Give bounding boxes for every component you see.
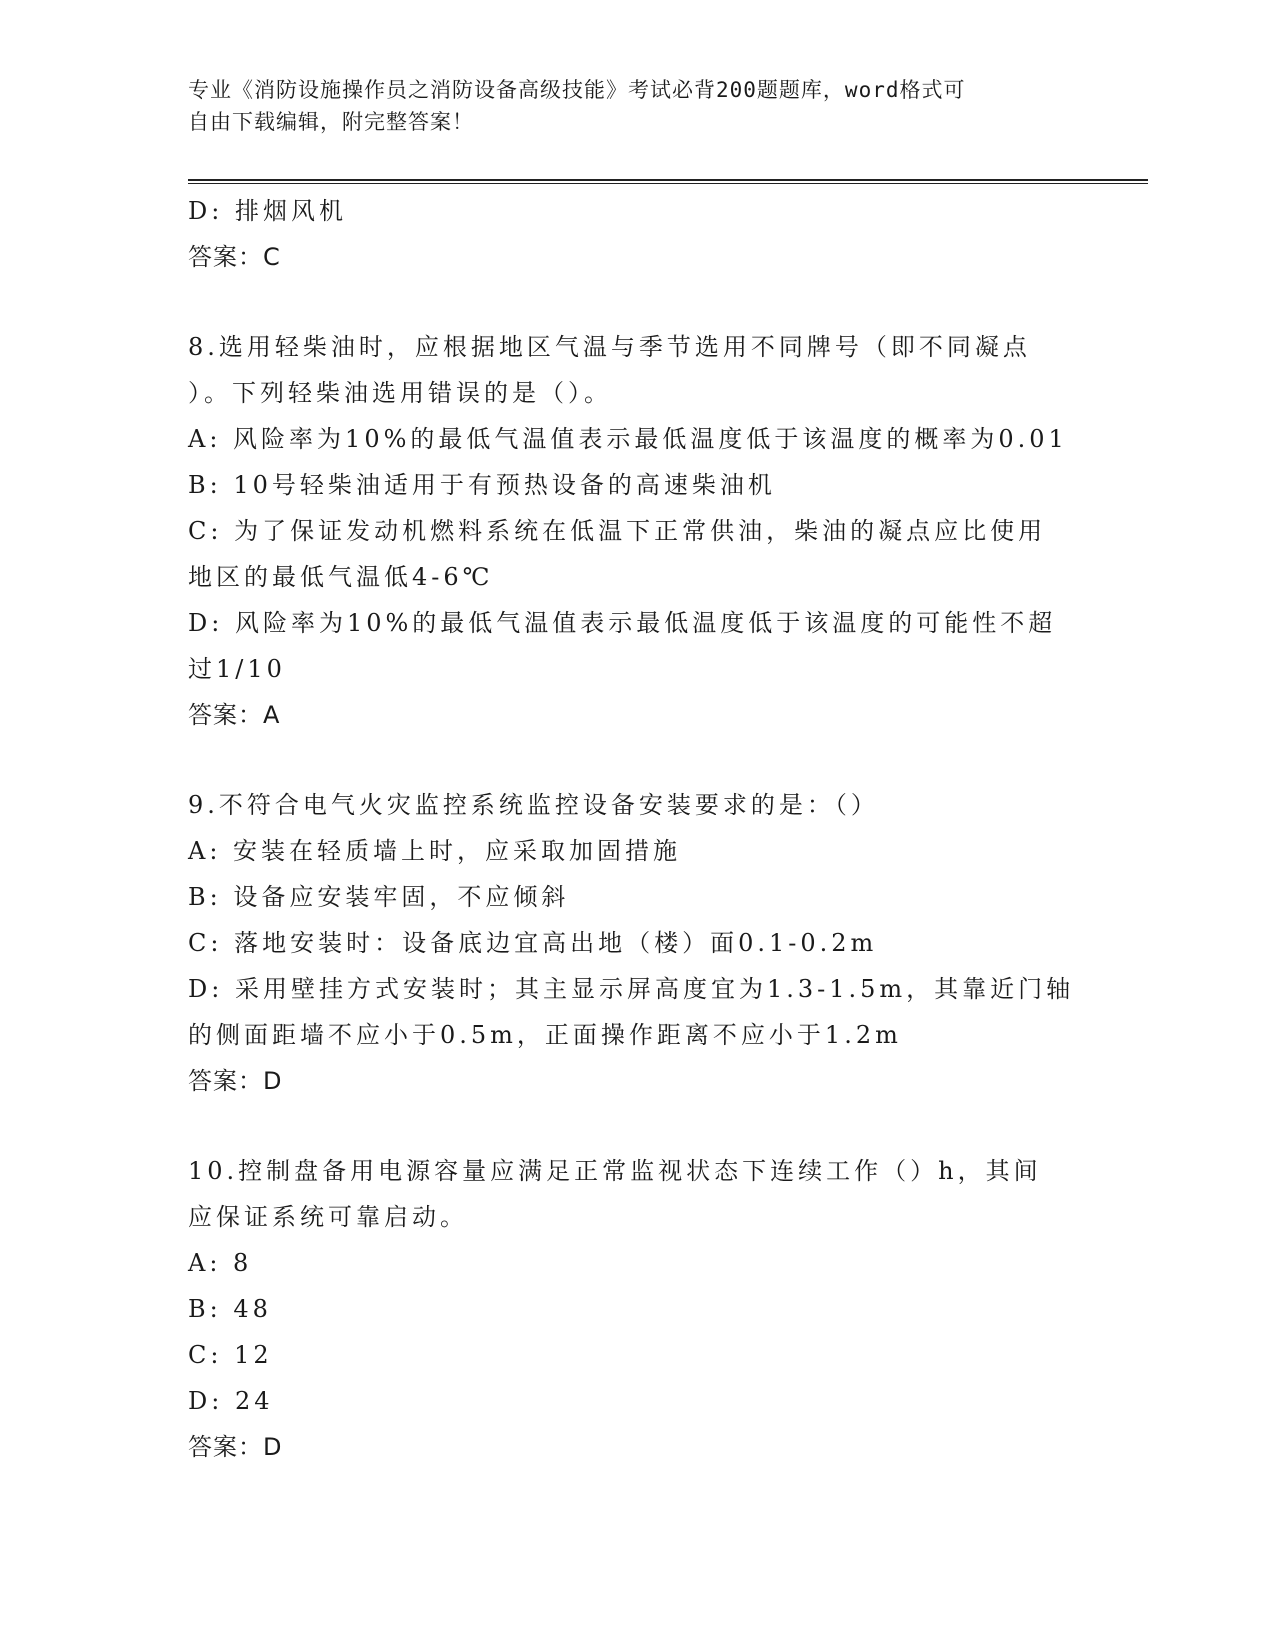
option-c: C: 落地安装时：设备底边宜高出地（楼）面0.1-0.2m	[188, 929, 878, 957]
option-d: D: 风险率为10%的最低气温值表示最低温度低于该温度的可能性不超	[188, 609, 1057, 637]
answer-line: 答案：D	[188, 1067, 283, 1095]
option-c-continued: 地区的最低气温低4-6℃	[188, 563, 494, 591]
option-a: A: 8	[188, 1249, 253, 1277]
question-stem-continued: 应保证系统可靠启动。	[188, 1203, 468, 1231]
document-header	[188, 74, 1068, 138]
header-divider	[188, 179, 1148, 184]
option-d: D: 24	[188, 1387, 274, 1415]
option-d: D: 排烟风机	[188, 197, 347, 225]
spacer	[188, 280, 1088, 324]
question-10	[188, 1148, 1088, 1470]
question-stem: 10.控制盘备用电源容量应满足正常监视状态下连续工作（）h，其间	[188, 1157, 1042, 1185]
option-d-continued: 过1/10	[188, 655, 286, 683]
option-d-continued: 的侧面距墙不应小于0.5m，正面操作距离不应小于1.2m	[188, 1021, 902, 1049]
question-8	[188, 324, 1088, 738]
header-title-line-1: 专业《消防设施操作员之消防设备高级技能》考试必背200题题库，word格式可	[188, 78, 966, 102]
option-b: B: 设备应安装牢固，不应倾斜	[188, 883, 570, 911]
spacer	[188, 1104, 1088, 1148]
header-title-line-2: 自由下载编辑，附完整答案！	[188, 110, 474, 134]
answer-line: 答案：A	[188, 701, 281, 729]
answer-line: 答案：C	[188, 243, 281, 271]
option-b: B: 48	[188, 1295, 272, 1323]
spacer	[188, 738, 1088, 782]
question-9	[188, 782, 1088, 1104]
question-stem: 8.选用轻柴油时，应根据地区气温与季节选用不同牌号（即不同凝点	[188, 333, 1031, 361]
document-page	[188, 0, 1148, 1650]
option-b: B: 10号轻柴油适用于有预热设备的高速柴油机	[188, 471, 776, 499]
document-body	[188, 188, 1088, 1470]
option-c: C: 为了保证发动机燃料系统在低温下正常供油，柴油的凝点应比使用	[188, 517, 1047, 545]
question-7-tail	[188, 188, 1088, 280]
option-a: A: 安装在轻质墙上时，应采取加固措施	[188, 837, 682, 865]
option-a: A: 风险率为10%的最低气温值表示最低温度低于该温度的概率为0.01	[188, 425, 1068, 453]
option-d: D: 采用壁挂方式安装时；其主显示屏高度宜为1.3-1.5m，其靠近门轴	[188, 975, 1075, 1003]
question-stem: 9.不符合电气火灾监控系统监控设备安装要求的是：（）	[188, 791, 879, 819]
option-c: C: 12	[188, 1341, 273, 1369]
question-stem-continued: ）。下列轻柴油选用错误的是（）。	[188, 379, 612, 407]
answer-line: 答案：D	[188, 1433, 283, 1461]
